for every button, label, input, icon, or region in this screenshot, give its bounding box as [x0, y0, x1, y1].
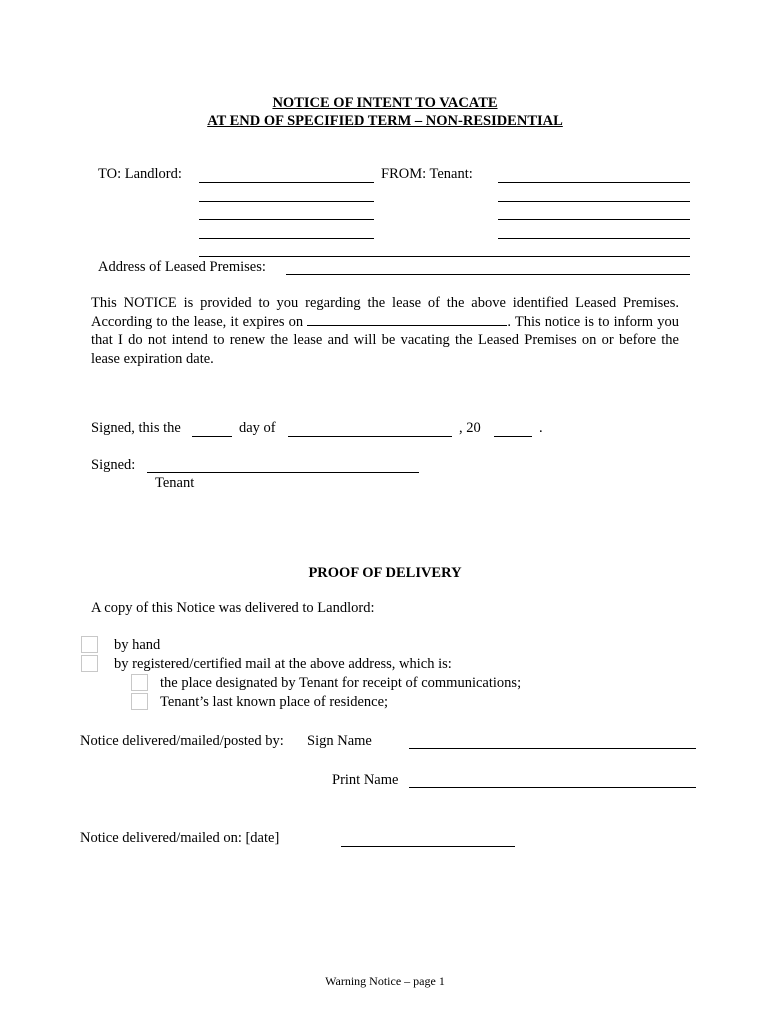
print-name-label: Print Name: [332, 772, 399, 788]
tenant-name-line-1[interactable]: [498, 182, 690, 183]
day-of-label: day of: [239, 420, 276, 436]
last-known-residence-label: Tenant’s last known place of residence;: [160, 694, 389, 710]
landlord-name-line-1[interactable]: [199, 182, 374, 183]
signed-label: Signed:: [91, 457, 136, 473]
tenant-name-line-3[interactable]: [498, 219, 690, 220]
proof-of-delivery-heading: PROOF OF DELIVERY: [308, 565, 462, 581]
document-title-line2: AT END OF SPECIFIED TERM – NON-RESIDENTIAL: [207, 113, 563, 129]
lease-expiration-date-field[interactable]: [307, 313, 507, 326]
address-label: Address of Leased Premises:: [98, 259, 266, 275]
year-field-line[interactable]: [494, 436, 532, 437]
sign-name-label: Sign Name: [307, 733, 372, 749]
delivered-on-label: Notice delivered/mailed on: [date]: [80, 830, 280, 846]
last-known-residence-checkbox[interactable]: [131, 693, 148, 710]
tenant-caption: Tenant: [155, 475, 195, 491]
notice-paragraph: [91, 294, 679, 368]
by-hand-label: by hand: [114, 637, 161, 653]
by-mail-checkbox[interactable]: [81, 655, 98, 672]
delivered-on-date-line[interactable]: [341, 846, 515, 847]
day-field-line[interactable]: [192, 436, 232, 437]
delivered-by-label: Notice delivered/mailed/posted by:: [80, 733, 284, 749]
signed-period: .: [539, 420, 543, 436]
address-field-line[interactable]: [286, 274, 690, 275]
by-mail-label: by registered/certified mail at the above address, which is:: [114, 656, 452, 672]
from-tenant-label: FROM: Tenant:: [381, 166, 473, 182]
by-hand-checkbox[interactable]: [81, 636, 98, 653]
tenant-name-line-2[interactable]: [498, 201, 690, 202]
designated-place-checkbox[interactable]: [131, 674, 148, 691]
landlord-name-line-4[interactable]: [199, 238, 374, 239]
address-line-top[interactable]: [199, 256, 690, 257]
month-field-line[interactable]: [288, 436, 452, 437]
designated-place-label: the place designated by Tenant for receipt of communications;: [160, 675, 522, 691]
to-landlord-label: TO: Landlord:: [98, 166, 182, 182]
year-prefix-label: , 20: [459, 420, 481, 436]
notice-text-start: This NOTICE is provided to you regarding the lease of the above identified Leased Premises. According to the lease, it expires on: [91, 295, 679, 330]
print-name-field-line[interactable]: [409, 787, 696, 788]
tenant-signature-line[interactable]: [147, 472, 419, 473]
signed-this-the-label: Signed, this the: [91, 420, 181, 436]
tenant-name-line-4[interactable]: [498, 238, 690, 239]
landlord-name-line-3[interactable]: [199, 219, 374, 220]
proof-intro: A copy of this Notice was delivered to Landlord:: [91, 600, 375, 616]
sign-name-field-line[interactable]: [409, 748, 696, 749]
document-title-line1: NOTICE OF INTENT TO VACATE: [272, 95, 498, 111]
page-footer: Warning Notice – page 1: [325, 974, 445, 988]
landlord-name-line-2[interactable]: [199, 201, 374, 202]
notice-text-end: . This notice is to inform you that I do not intend to renew the lease and will be vacating the Leased Premises on or before the lease expiration date.: [91, 313, 679, 367]
